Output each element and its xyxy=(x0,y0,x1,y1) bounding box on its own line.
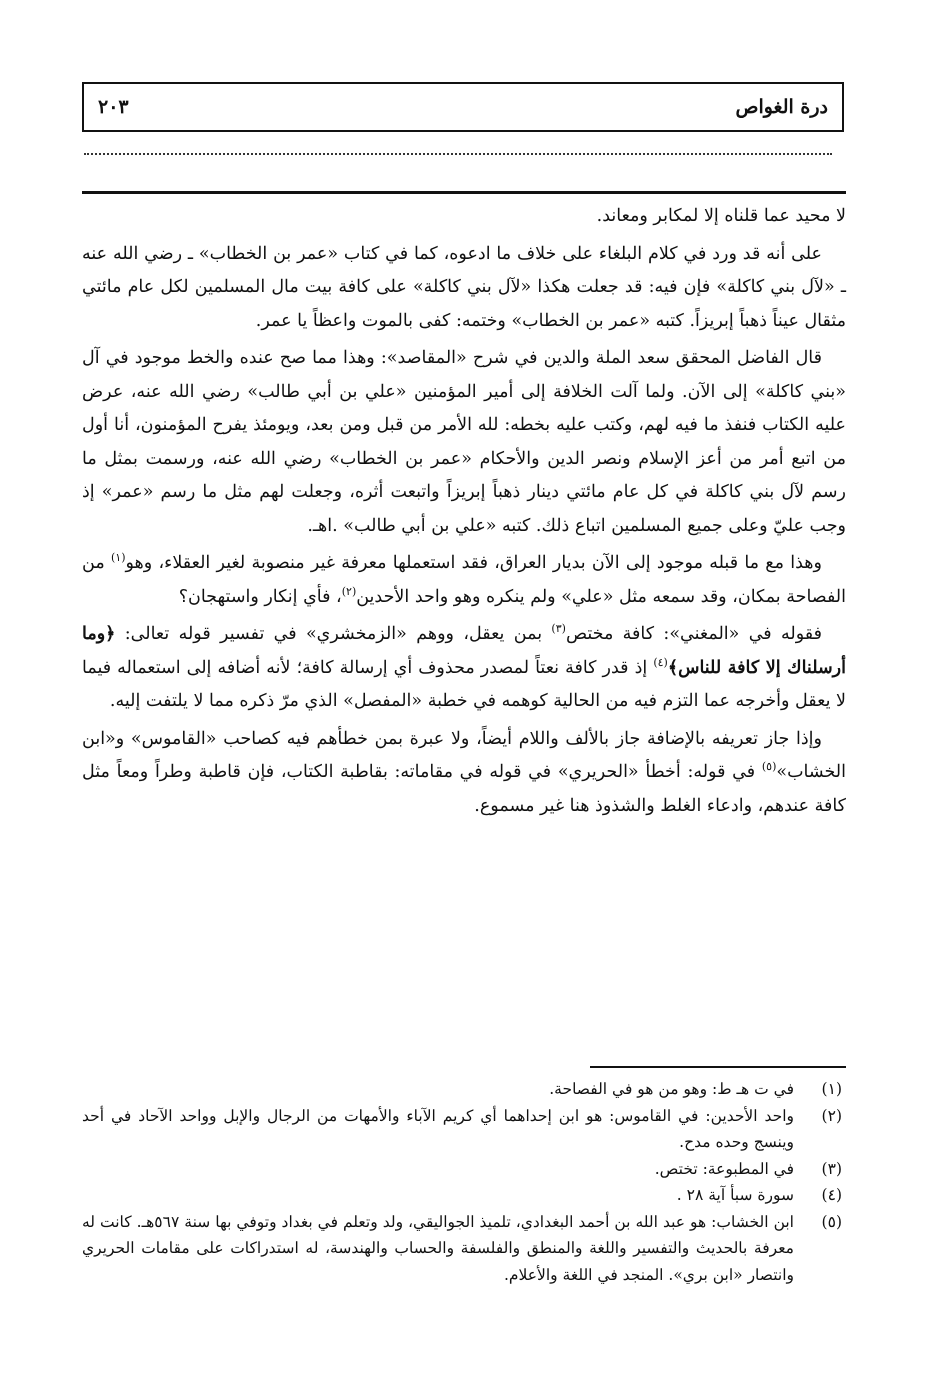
paragraph-5-text-c: إذ قدر كافة نعتاً لمصدر محذوف أي إرسالة كافة؛ لأنه أضافه إلى استعماله فيما لا يعقل وأخرجه عما التزم فيه من الحالية كوهمه في خطبة «المفصل» الذي مرّ ذكره مما لا يلتفت إليه. xyxy=(82,657,846,711)
main-text xyxy=(82,200,846,827)
footnote-text: ابن الخشاب: هو عبد الله بن أحمد البغدادي، تلميذ الجواليقي، ولد وتعلم في بغداد وتوفي بها سنة ٥٦٧هـ. كانت له معرفة بالحديث والتفسير واللغة والمنطق والفلسفة والحساب والهندسة، له استدراكات على مقامات الحريري وانتصار «ابن بري». المنجد في اللغة والأعلام. xyxy=(82,1212,794,1284)
footnote-3 xyxy=(82,1156,846,1183)
footnote-ref-1[interactable]: (١) xyxy=(110,551,126,565)
footnote-number: (٢) xyxy=(821,1106,842,1125)
paragraph-5 xyxy=(82,618,846,719)
running-title: درة الغواص xyxy=(735,96,828,118)
footnote-2 xyxy=(82,1103,846,1156)
paragraph-6-text-a: وإذا جاز تعريفه بالإضافة جاز بالألف واللام أيضاً، ولا عبرة بمن خطأهم فيه كصاحب «القاموس» و«ابن الخشاب» xyxy=(82,728,846,782)
footnote-4 xyxy=(82,1182,846,1209)
footnote-text: سورة سبأ آية ٢٨ . xyxy=(676,1186,794,1204)
footnote-1 xyxy=(82,1076,846,1103)
paragraph-4-text-a: وهذا مع ما قبله موجود إلى الآن بديار العراق، فقد استعملها معرفة غير منصوبة لغير العقلاء، وهو xyxy=(125,553,822,573)
paragraph-4-text-b: من الفصاحة بمكان، وقد سمعه مثل «علي» ولم ينكره وهو واحد الأحدين xyxy=(82,553,846,607)
footnote-number: (٥) xyxy=(821,1212,842,1231)
paragraph-2: على أنه قد ورد في كلام البلغاء على خلاف ما ادعوه، كما في كتاب «عمر بن الخطاب» ـ رضي الله عنه ـ «لآل بني كاكلة» فإن فيه: قد جعلت هكذا «لآل بني كاكلة» على كافة بيت مال المسلمين لكل عام مائتي مثقال عيناً ذهباً إبريزاً. كتبه «عمر بن الخطاب» وختمه: كفى بالموت واعظاً يا عمر. xyxy=(82,243,846,331)
footnote-5 xyxy=(82,1209,846,1289)
paragraph-4-text-c: ، فأي إنكار واستهجان؟ xyxy=(178,586,342,607)
footnote-text: في ت هـ ط: وهو من هو في الفصاحة. xyxy=(549,1080,794,1098)
footnote-number: (١) xyxy=(821,1080,842,1098)
footnote-ref-2[interactable]: (٢) xyxy=(341,584,357,598)
paragraph-6 xyxy=(82,723,846,824)
dotted-divider xyxy=(84,153,832,155)
footnote-number: (٣) xyxy=(821,1159,842,1178)
running-header xyxy=(82,82,844,132)
quran-verse: ﴿وما أرسلناك إلا كافة للناس﴾ xyxy=(82,624,846,678)
footnote-ref-3[interactable]: (٣) xyxy=(551,622,566,636)
footnote-ref-4[interactable]: (٤) xyxy=(653,655,668,669)
footnote-rule xyxy=(590,1066,846,1068)
paragraph-1: لا محيد عما قلناه إلا لمكابر ومعاند. xyxy=(596,206,846,226)
page-number: ٢٠٣ xyxy=(98,96,129,118)
footnote-number: (٤) xyxy=(821,1186,842,1204)
footnote-text: في المطبوعة: تختص. xyxy=(654,1159,794,1178)
paragraph-5-text-a: فقوله في «المغني»: كافة مختص xyxy=(565,624,822,644)
header-rule xyxy=(82,191,846,194)
footnote-text: واحد الأحدين: في القاموس: هو ابن إحداهما أي كريم الآباء والأمهات من الرجال والإبل وواحد الآحاد في أحد وينسج وحده مدح. xyxy=(82,1106,795,1151)
footnotes xyxy=(82,1076,846,1288)
paragraph-5-text-b: بمن يعقل، ووهم «الزمخشري» في تفسير قوله تعالى: xyxy=(115,624,552,644)
paragraph-6-text-b: في قوله: أخطأ «الحريري» في قوله في مقاماته: بقاطبة الكتاب، فإن قاطبة وطراً ومعاً مثل كافة عندهم، وادعاء الغلط والشذوذ هنا غير مسموع. xyxy=(82,762,846,816)
footnote-ref-5[interactable]: (٥) xyxy=(761,760,777,774)
paragraph-3: قال الفاضل المحقق سعد الملة والدين في شرح «المقاصد»: وهذا مما صح عنده والخط موجود في آل «بني كاكلة» إلى الآن. ولما آلت الخلافة إلى أمير المؤمنين «علي بن أبي طالب» رضي الله عنه، عرض عليه الكتاب فنفذ ما فيه لهم، وكتب عليه بخطه: لله الأمر من قبل ومن بعد، ويومئذ يفرح المؤمنون، أنا أول من اتبع أمر من أعز الإسلام ونصر الدين والأحكام «عمر بن الخطاب» رضي الله عنه، ورسمت بمثل ما رسم لآل بني كاكلة في كل عام مائتي دينار ذهباً إبريزاً واتبعت أثره، وجعلت لهم مثل ما رسم «عمر» إذ وجب عليّ وعلى جميع المسلمين اتباع ذلك. كتبه «علي بن أبي طالب» .اهـ. xyxy=(82,348,846,536)
paragraph-4 xyxy=(82,547,846,614)
